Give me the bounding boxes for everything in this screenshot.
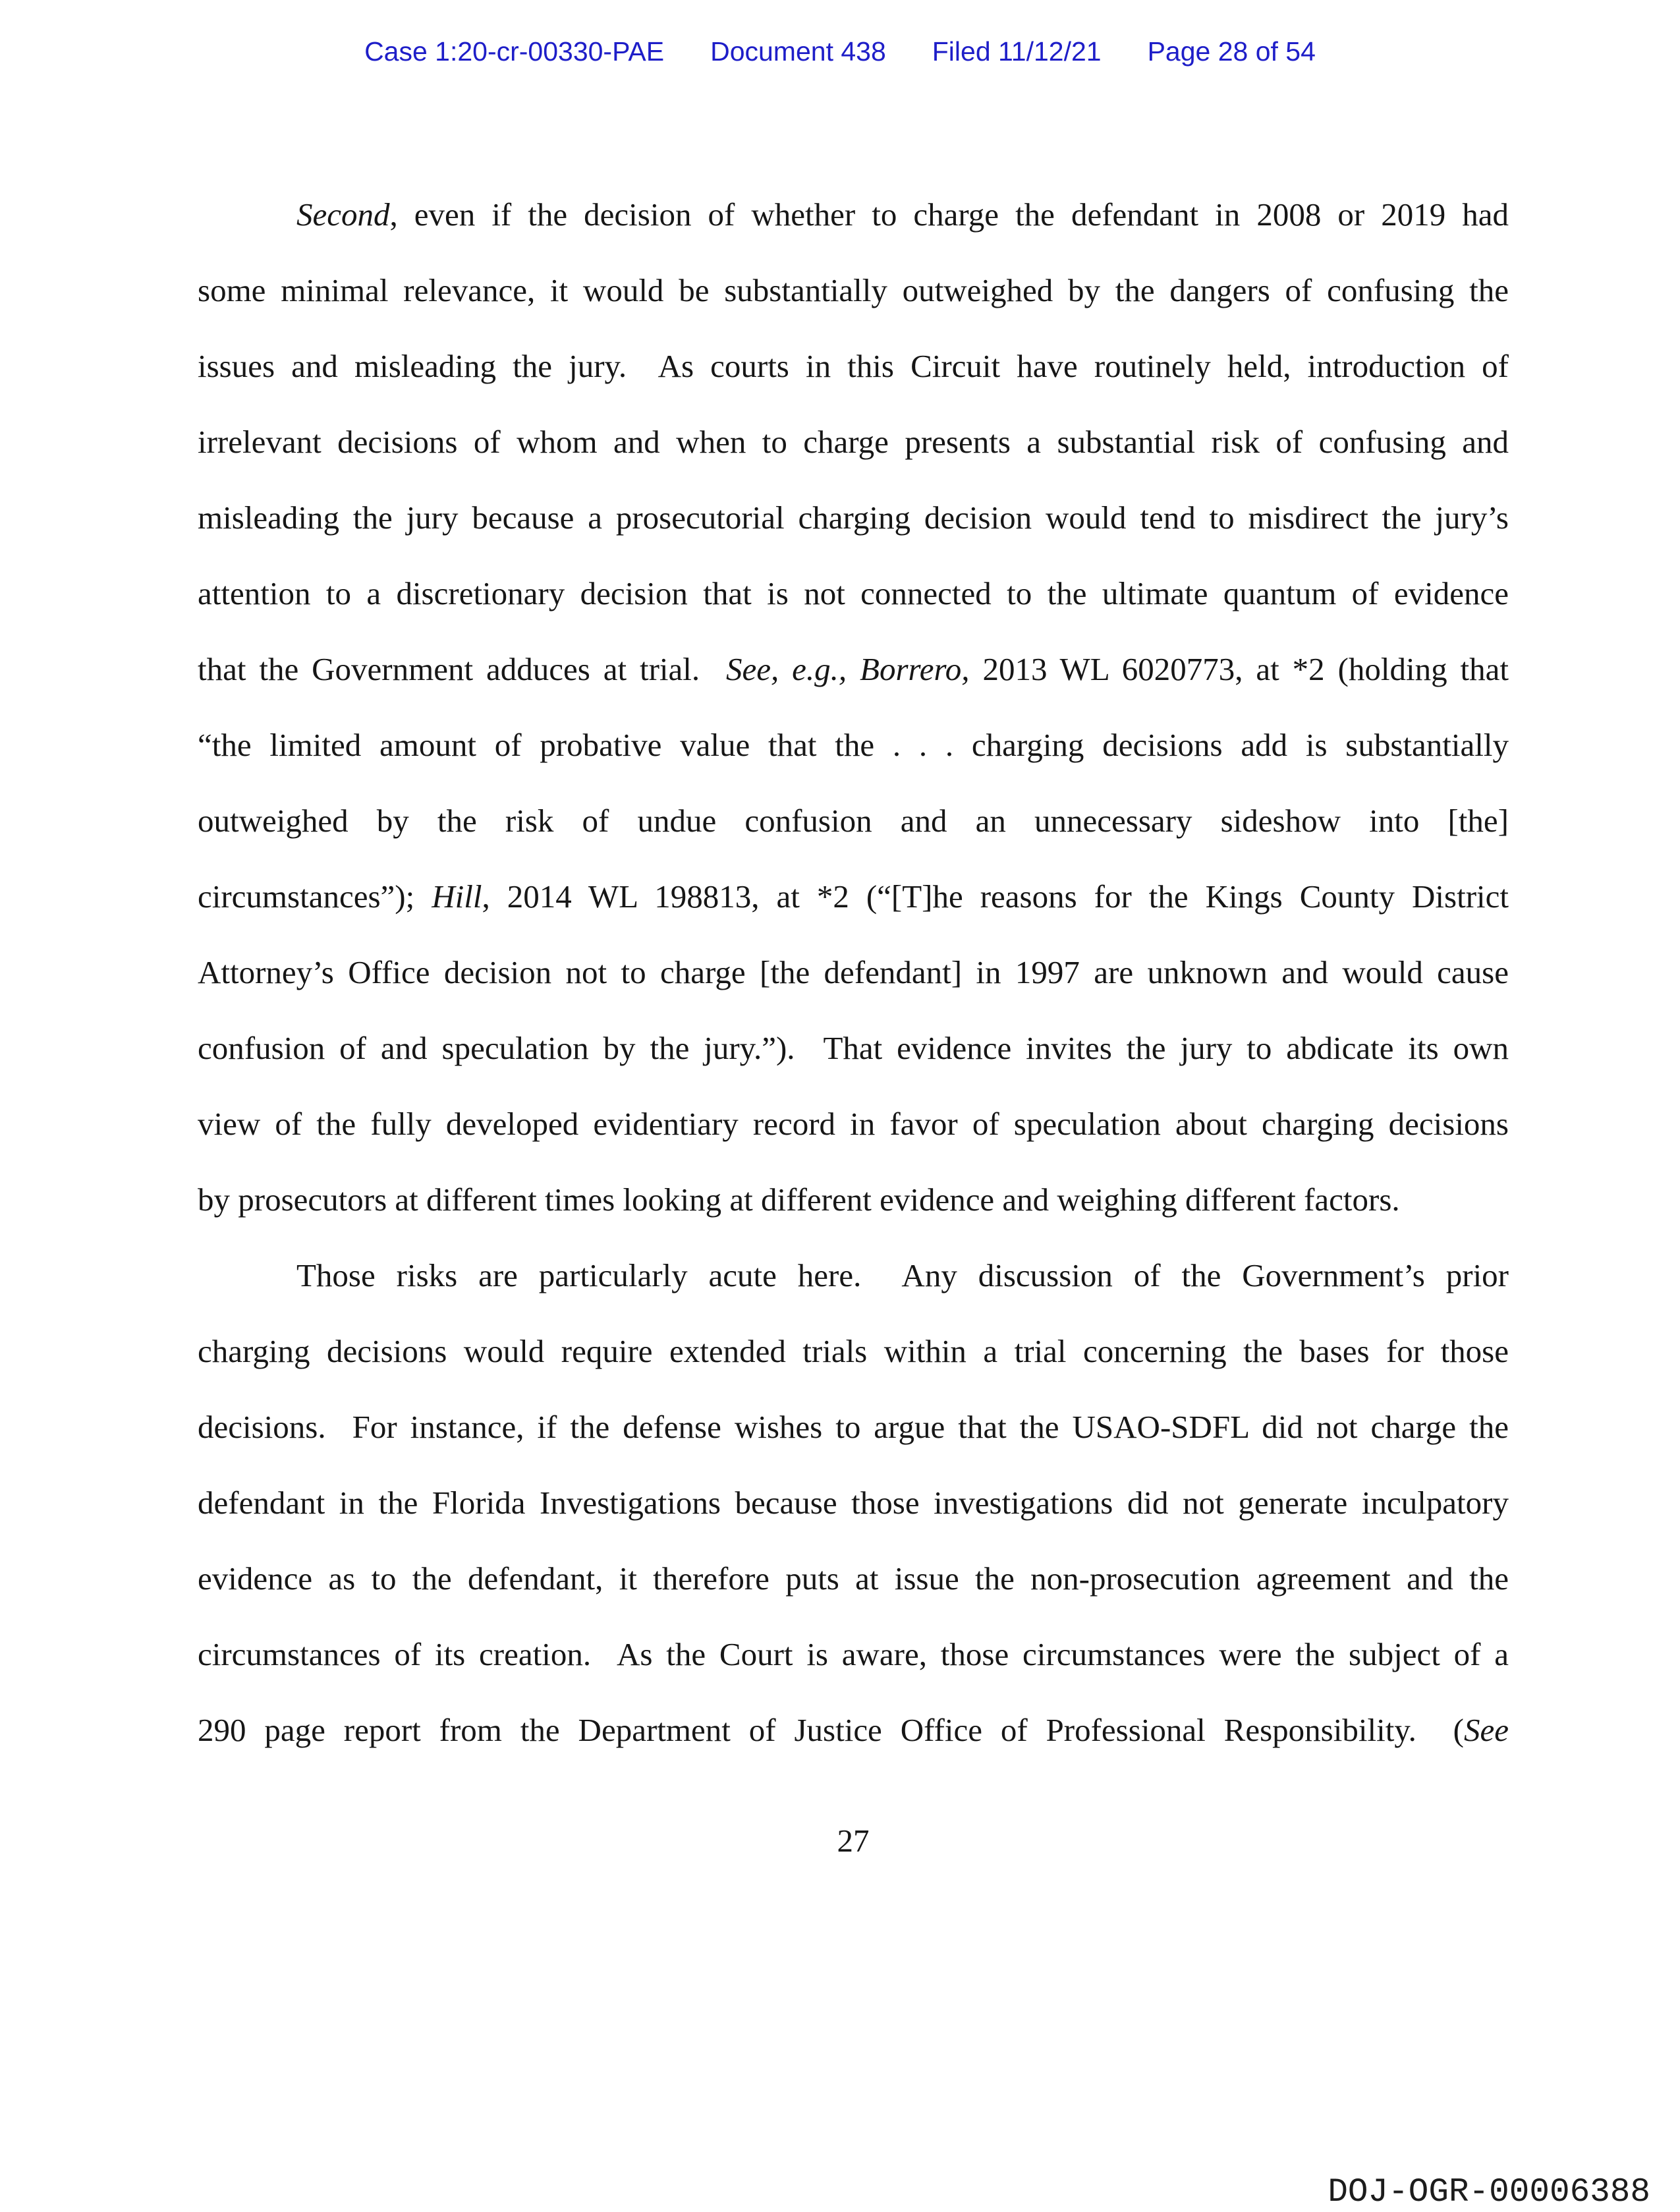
body-line <box>198 1237 1509 1313</box>
body-line <box>198 1541 1509 1616</box>
body-line <box>198 480 1509 555</box>
italic-text-run: See, e.g., Borrero, <box>725 651 970 687</box>
text-run: Those risks are particularly acute here. Any discussion of the Government’s prior <box>296 1257 1509 1293</box>
text-run: confusion of and speculation by the jury.”). That evidence invites the jury to abdicate its own <box>198 1030 1509 1066</box>
text-run: 290 page report from the Department of Justice Office of Professional Responsibility. ( <box>198 1712 1464 1748</box>
body-line <box>198 177 1509 252</box>
body-line <box>198 631 1509 707</box>
bates-number: DOJ-OGR-00006388 <box>1328 2174 1650 2211</box>
text-run: circumstances of its creation. As the Court is aware, those circumstances were the subject of a <box>198 1636 1509 1672</box>
text-run: that the Government adduces at trial. <box>198 651 726 687</box>
body-line <box>198 707 1509 783</box>
page-number: 27 <box>837 1823 870 1859</box>
text-run: , 2014 WL 198813, at *2 (“[T]he reasons for the Kings County District <box>482 878 1509 915</box>
case-number: Case 1:20-cr-00330-PAE <box>364 36 665 67</box>
document-body <box>198 177 1509 1768</box>
body-line <box>198 1389 1509 1465</box>
text-run: by prosecutors at different times looking at different evidence and weighing different factors. <box>198 1181 1400 1218</box>
body-line <box>198 934 1509 1010</box>
text-run: circumstances”); <box>198 878 432 915</box>
body-line <box>198 859 1509 934</box>
body-line <box>198 1616 1509 1692</box>
text-run: irrelevant decisions of whom and when to charge presents a substantial risk of confusing and <box>198 424 1509 460</box>
body-line <box>198 555 1509 631</box>
body-line <box>198 1692 1509 1768</box>
text-run: 2013 WL 6020773, at *2 (holding that <box>969 651 1509 687</box>
body-line <box>198 1010 1509 1086</box>
text-run: issues and misleading the jury. As courts in this Circuit have routinely held, introduction of <box>198 348 1509 384</box>
text-run: misleading the jury because a prosecutorial charging decision would tend to misdirect the jury’s <box>198 499 1509 536</box>
body-line <box>198 404 1509 480</box>
text-run: defendant in the Florida Investigations because those investigations did not generate inculpatory <box>198 1485 1509 1521</box>
body-line <box>198 1086 1509 1162</box>
filed-date: Filed 11/12/21 <box>932 36 1102 67</box>
body-line <box>198 783 1509 859</box>
body-line <box>198 252 1509 328</box>
text-run: , even if the decision of whether to charge the defendant in 2008 or 2019 had <box>389 196 1509 233</box>
text-run: evidence as to the defendant, it therefore puts at issue the non-prosecution agreement and the <box>198 1560 1509 1597</box>
text-run: decisions. For instance, if the defense wishes to argue that the USAO-SDFL did not charge the <box>198 1409 1509 1445</box>
text-run: “the limited amount of probative value that the . . . charging decisions add is substantially <box>198 727 1509 763</box>
text-run: charging decisions would require extended trials within a trial concerning the bases for those <box>198 1333 1509 1369</box>
page-indicator: Page 28 of 54 <box>1147 36 1316 67</box>
document-number: Document 438 <box>710 36 886 67</box>
body-line <box>198 1313 1509 1389</box>
italic-text-run: Second <box>296 196 390 233</box>
text-run: outweighed by the risk of undue confusion and an unnecessary sideshow into [the] <box>198 803 1509 839</box>
italic-text-run: See <box>1464 1712 1509 1748</box>
body-line <box>198 328 1509 404</box>
text-run: some minimal relevance, it would be substantially outweighed by the dangers of confusing the <box>198 272 1509 308</box>
body-line <box>198 1162 1509 1237</box>
text-run: Attorney’s Office decision not to charge [the defendant] in 1997 are unknown and would cause <box>198 954 1509 990</box>
case-header <box>0 36 1680 67</box>
text-run: view of the fully developed evidentiary record in favor of speculation about charging decisions <box>198 1106 1509 1142</box>
text-run: attention to a discretionary decision that is not connected to the ultimate quantum of evidence <box>198 575 1509 611</box>
italic-text-run: Hill <box>432 878 482 915</box>
body-line <box>198 1465 1509 1541</box>
